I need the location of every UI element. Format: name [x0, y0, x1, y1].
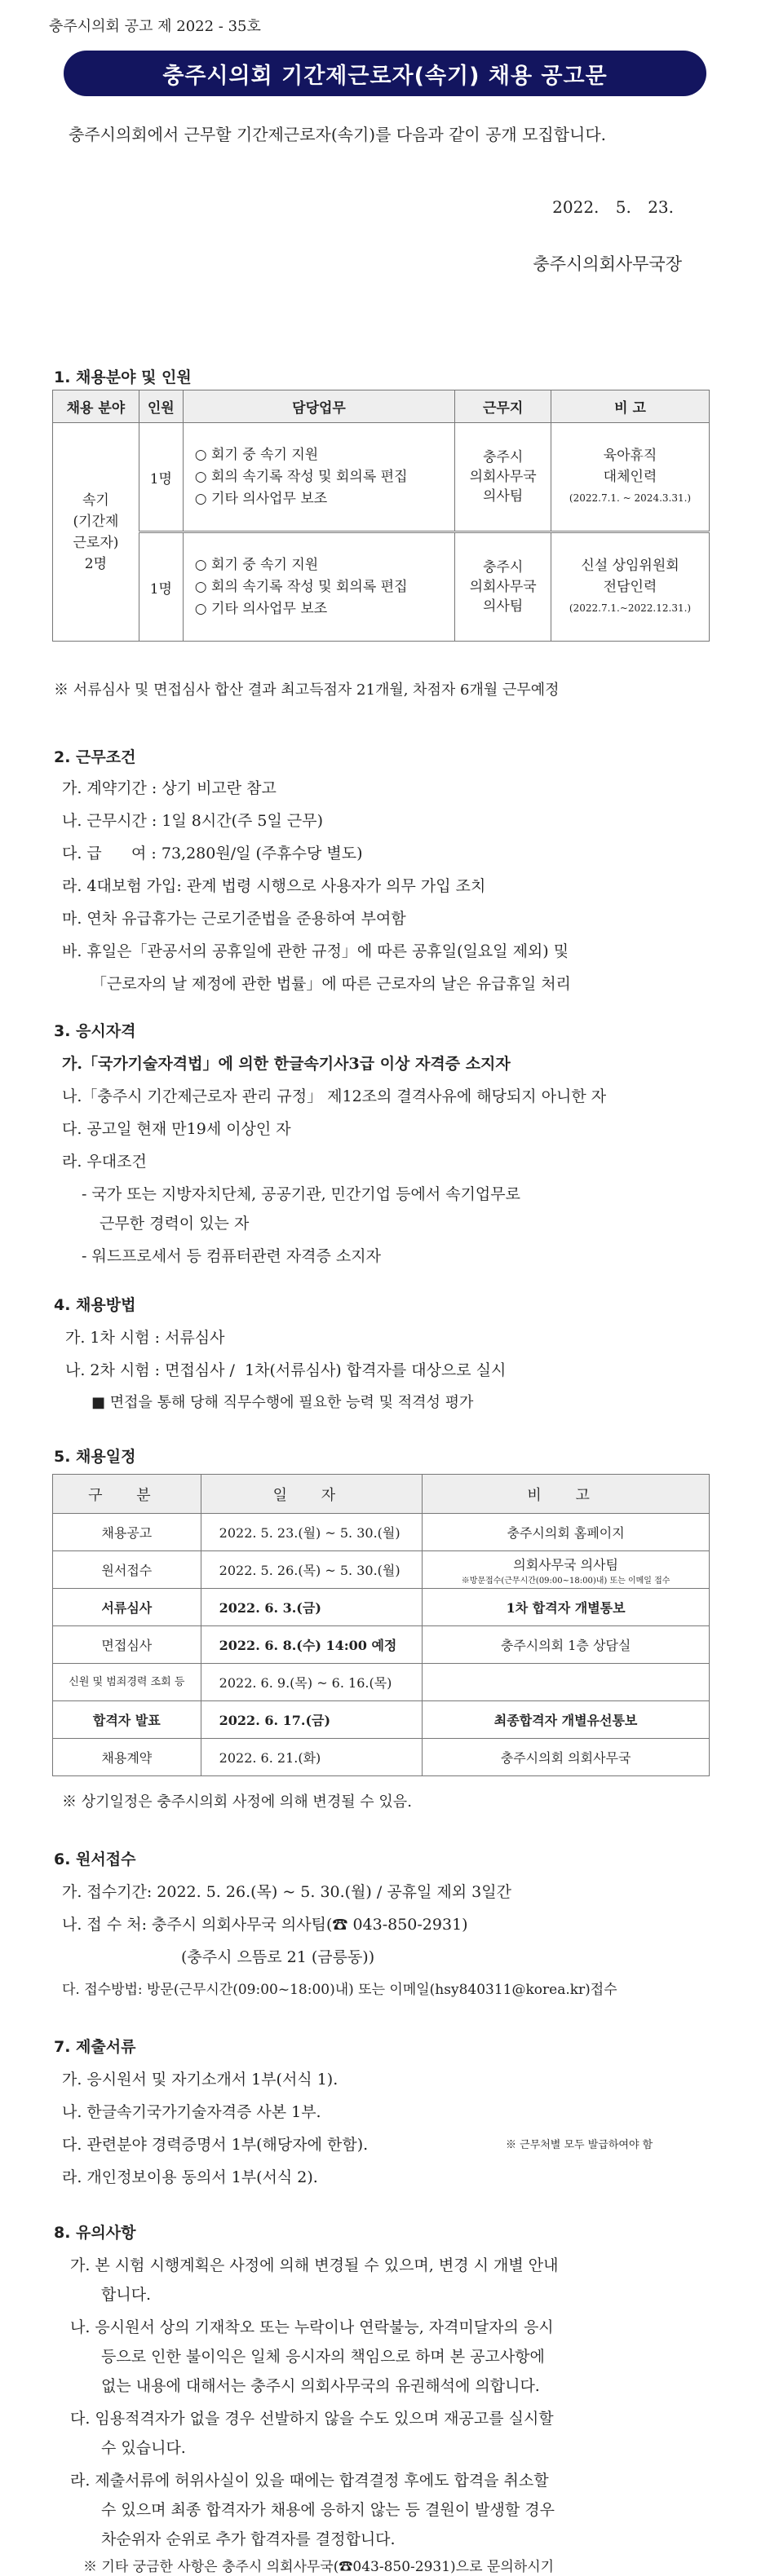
s3-line: - 국가 또는 지방자치단체, 공공기관, 민간기업 등에서 속기업무로	[82, 1185, 520, 1203]
duty-item: ○ 기타 의사업무 보조	[194, 600, 328, 617]
note-line: (2022.7.1. ~ 2024.3.31.)	[569, 492, 692, 504]
place-cell	[455, 532, 551, 642]
section-2-title: 2. 근무조건	[54, 748, 136, 766]
table-row	[53, 1664, 710, 1701]
count-cell: 1명	[139, 423, 183, 532]
section-1-title: 1. 채용분야 및 인원	[54, 368, 192, 386]
item-cell: 채용공고	[53, 1514, 201, 1551]
note-line: 신설 상임위원회	[581, 558, 679, 574]
date-cell: 2022. 6. 8.(수) 14:00 예정	[201, 1626, 423, 1664]
duty-item: ○ 회의 속기록 작성 및 회의록 편집	[194, 578, 408, 595]
note-cell: 충주시의회 1층 상담실	[423, 1626, 710, 1664]
date-cell: 2022. 5. 23.(월) ~ 5. 30.(월)	[201, 1514, 423, 1551]
item-cell: 채용계약	[53, 1739, 201, 1776]
section-3-title: 3. 응시자격	[54, 1022, 136, 1040]
s2-line: 「근로자의 날 제정에 관한 법률」에 따른 근로자의 날은 유급휴일 처리	[91, 975, 571, 993]
duty-item: ○ 기타 의사업무 보조	[194, 490, 328, 507]
count-cell: 1명	[139, 532, 183, 642]
s3-line: - 워드프로세서 등 컴퓨터관련 자격증 소지자	[82, 1247, 381, 1265]
field-cell	[53, 423, 139, 642]
th-item: 구 분	[53, 1475, 201, 1514]
duty-item: ○ 회의 속기록 작성 및 회의록 편집	[194, 468, 408, 485]
s8-line: 없는 내용에 대해서는 충주시 의회사무국의 유권해석에 의합니다.	[101, 2377, 540, 2395]
note-line: 전담인력	[603, 579, 657, 595]
note-cell: 충주시의회 홈페이지	[423, 1514, 710, 1551]
section-1-footnote: ※ 서류심사 및 면접심사 합산 결과 최고득점자 21개월, 차점자 6개월 근무예정	[54, 681, 560, 699]
place-line: 충주시	[482, 449, 524, 465]
s2-line: 라. 4대보험 가입: 관계 법령 시행으로 사용자가 의무 가입 조치	[62, 877, 486, 895]
date-cell: 2022. 6. 17.(금)	[201, 1701, 423, 1739]
note-line: 의회사무국 의사팀	[513, 1556, 618, 1573]
note-line: 대체인력	[603, 469, 657, 485]
s2-line: 바. 휴일은「관공서의 공휴일에 관한 규정」에 따른 공휴일(일요일 제외) 및	[62, 942, 569, 960]
section-4-title: 4. 채용방법	[54, 1296, 136, 1314]
place-line: 의사팀	[482, 488, 524, 505]
place-line: 의회사무국	[469, 469, 537, 485]
duty-item: ○ 회기 중 속기 지원	[194, 446, 319, 463]
note-line: (2022.7.1.~2022.12.31.)	[569, 602, 692, 614]
s8-line: 합니다.	[101, 2286, 152, 2304]
section-5-title: 5. 채용일정	[54, 1448, 136, 1466]
s2-line: 마. 연차 유급휴가는 근로기준법을 준용하여 부여함	[62, 910, 406, 928]
place-line: 의사팀	[482, 598, 524, 615]
s8-line: ※ 기타 궁금한 사항은 충주시 의회사무국(☎043-850-2931)으로 문의하시기	[83, 2559, 555, 2575]
notice-number: 충주시의회 공고 제 2022 - 35호	[49, 18, 261, 35]
section-6-title: 6. 원서접수	[54, 1850, 136, 1868]
field-line: (기간제	[73, 513, 119, 530]
table-header-row	[53, 1475, 710, 1514]
duty-cell	[183, 532, 454, 642]
s8-line: 수 있으며 최종 합격자가 채용에 응하지 않는 등 결원이 발생할 경우	[101, 2501, 555, 2519]
table-row	[53, 1739, 710, 1776]
table-row	[53, 423, 710, 532]
s8-line: 나. 응시원서 상의 기재착오 또는 누락이나 연락불능, 자격미달자의 응시	[70, 2318, 554, 2336]
s3-line: 다. 공고일 현재 만19세 이상인 자	[62, 1120, 291, 1138]
note-cell: 최종합격자 개별유선통보	[423, 1701, 710, 1739]
s4-line: 나. 2차 시험 : 면접심사 / 1차(서류심사) 합격자를 대상으로 실시	[65, 1361, 507, 1379]
th-date: 일 자	[201, 1475, 423, 1514]
th-field: 채용 분야	[53, 390, 139, 423]
s3-line: 가.「국가기술자격법」에 의한 한글속기사3급 이상 자격증 소지자	[62, 1055, 511, 1073]
s3-line: 나.「충주시 기간제근로자 관리 규정」 제12조의 결격사유에 해당되지 아니한 자	[62, 1087, 607, 1105]
s6-line: (충주시 으뜸로 21 (금릉동))	[181, 1948, 375, 1966]
s8-line: 다. 임용적격자가 없을 경우 선발하지 않을 수도 있으며 재공고를 실시할	[70, 2410, 554, 2428]
th-note: 비 고	[423, 1475, 710, 1514]
s8-line: 가. 본 시험 시행계획은 사정에 의해 변경될 수 있으며, 변경 시 개별 안내	[70, 2256, 559, 2274]
field-line: 2명	[84, 555, 108, 572]
page-title: 충주시의회 기간제근로자(속기) 채용 공고문	[64, 51, 706, 96]
note-cell: 충주시의회 의회사무국	[423, 1739, 710, 1776]
note-line: 육아휴직	[603, 448, 657, 464]
s7-line: 라. 개인정보이용 동의서 1부(서식 2).	[62, 2168, 318, 2186]
item-cell: 원서접수	[53, 1551, 201, 1589]
table-row	[53, 1701, 710, 1739]
s6-line: 가. 접수기간: 2022. 5. 26.(목) ~ 5. 30.(월) / 공휴일 제외 3일간	[62, 1883, 511, 1901]
field-line: 근로자)	[73, 534, 119, 551]
s7-line: 나. 한글속기국가기술자격증 사본 1부.	[62, 2103, 321, 2121]
intro-text: 충주시의회에서 근무할 기간제근로자(속기)를 다음과 같이 공개 모집합니다.	[69, 125, 607, 144]
s2-line: 다. 급 여 : 73,280원/일 (주휴수당 별도)	[62, 845, 363, 862]
s8-line: 등으로 인한 불이익은 일체 응시자의 책임으로 하며 본 공고사항에	[101, 2348, 545, 2366]
th-note: 비 고	[551, 390, 710, 423]
notice-date: 2022. 5. 23.	[552, 197, 674, 217]
th-place: 근무지	[455, 390, 551, 423]
place-cell	[455, 423, 551, 532]
s8-line: 차순위자 순위로 추가 합격자를 결정합니다.	[101, 2530, 396, 2548]
duty-cell	[183, 423, 454, 532]
s6-line: 나. 접 수 처: 충주시 의회사무국 의사팀(☎ 043-850-2931)	[62, 1916, 468, 1934]
s6-line: 다. 접수방법: 방문(근무시간(09:00~18:00)내) 또는 이메일(hsy840311@korea.kr)접수	[62, 1982, 617, 1998]
note-line: ※방문접수(근무시간(09:00~18:00)내) 또는 이메일 접수	[461, 1576, 670, 1586]
duty-item: ○ 회기 중 속기 지원	[194, 556, 319, 573]
s7-line: 가. 응시원서 및 자기소개서 1부(서식 1).	[62, 2071, 339, 2089]
item-cell: 합격자 발표	[53, 1701, 201, 1739]
section-8-title: 8. 유의사항	[54, 2224, 136, 2242]
th-duty: 담당업무	[183, 390, 454, 423]
section-5-footnote: ※ 상기일정은 충주시의회 사정에 의해 변경될 수 있음.	[62, 1793, 412, 1811]
table-header-row	[53, 390, 710, 423]
s2-line: 가. 계약기간 : 상기 비고란 참고	[62, 779, 277, 797]
field-line: 속기	[82, 492, 109, 509]
date-cell: 2022. 6. 21.(화)	[201, 1739, 423, 1776]
s7-line: 다. 관련분야 경력증명서 1부(해당자에 한함).	[62, 2136, 369, 2154]
section-7-title: 7. 제출서류	[54, 2038, 136, 2056]
date-cell: 2022. 5. 26.(목) ~ 5. 30.(월)	[201, 1551, 423, 1589]
s3-line: 라. 우대조건	[62, 1153, 147, 1171]
s8-line: 라. 제출서류에 허위사실이 있을 때에는 합격결정 후에도 합격을 취소할	[70, 2472, 549, 2490]
table-row	[53, 1626, 710, 1664]
s7-note: ※ 근무처별 모두 발급하여야 함	[506, 2139, 653, 2151]
note-cell	[551, 423, 710, 532]
th-count: 인원	[139, 390, 183, 423]
schedule-table	[52, 1474, 710, 1776]
table-row	[53, 1514, 710, 1551]
note-cell: 1차 합격자 개별통보	[423, 1589, 710, 1626]
note-cell	[423, 1664, 710, 1701]
item-cell: 신원 및 범죄경력 조회 등	[53, 1664, 201, 1701]
date-cell: 2022. 6. 3.(금)	[201, 1589, 423, 1626]
s3-line: 근무한 경력이 있는 자	[100, 1215, 250, 1233]
s4-line: 가. 1차 시험 : 서류심사	[65, 1329, 225, 1347]
note-cell	[423, 1551, 710, 1589]
recruit-table	[52, 390, 710, 642]
table-row	[53, 1589, 710, 1626]
note-cell	[551, 532, 710, 642]
table-row	[53, 532, 710, 642]
item-cell: 서류심사	[53, 1589, 201, 1626]
s2-line: 나. 근무시간 : 1일 8시간(주 5일 근무)	[62, 812, 324, 830]
place-line: 충주시	[482, 559, 524, 576]
s8-line: 수 있습니다.	[101, 2439, 186, 2457]
table-row	[53, 1551, 710, 1589]
issuer: 충주시의회사무국장	[533, 254, 682, 274]
item-cell: 면접심사	[53, 1626, 201, 1664]
s4-line: ■ 면접을 통해 당해 직무수행에 필요한 능력 및 적격성 평가	[91, 1394, 474, 1411]
place-line: 의회사무국	[469, 579, 537, 595]
date-cell: 2022. 6. 9.(목) ~ 6. 16.(목)	[201, 1664, 423, 1701]
